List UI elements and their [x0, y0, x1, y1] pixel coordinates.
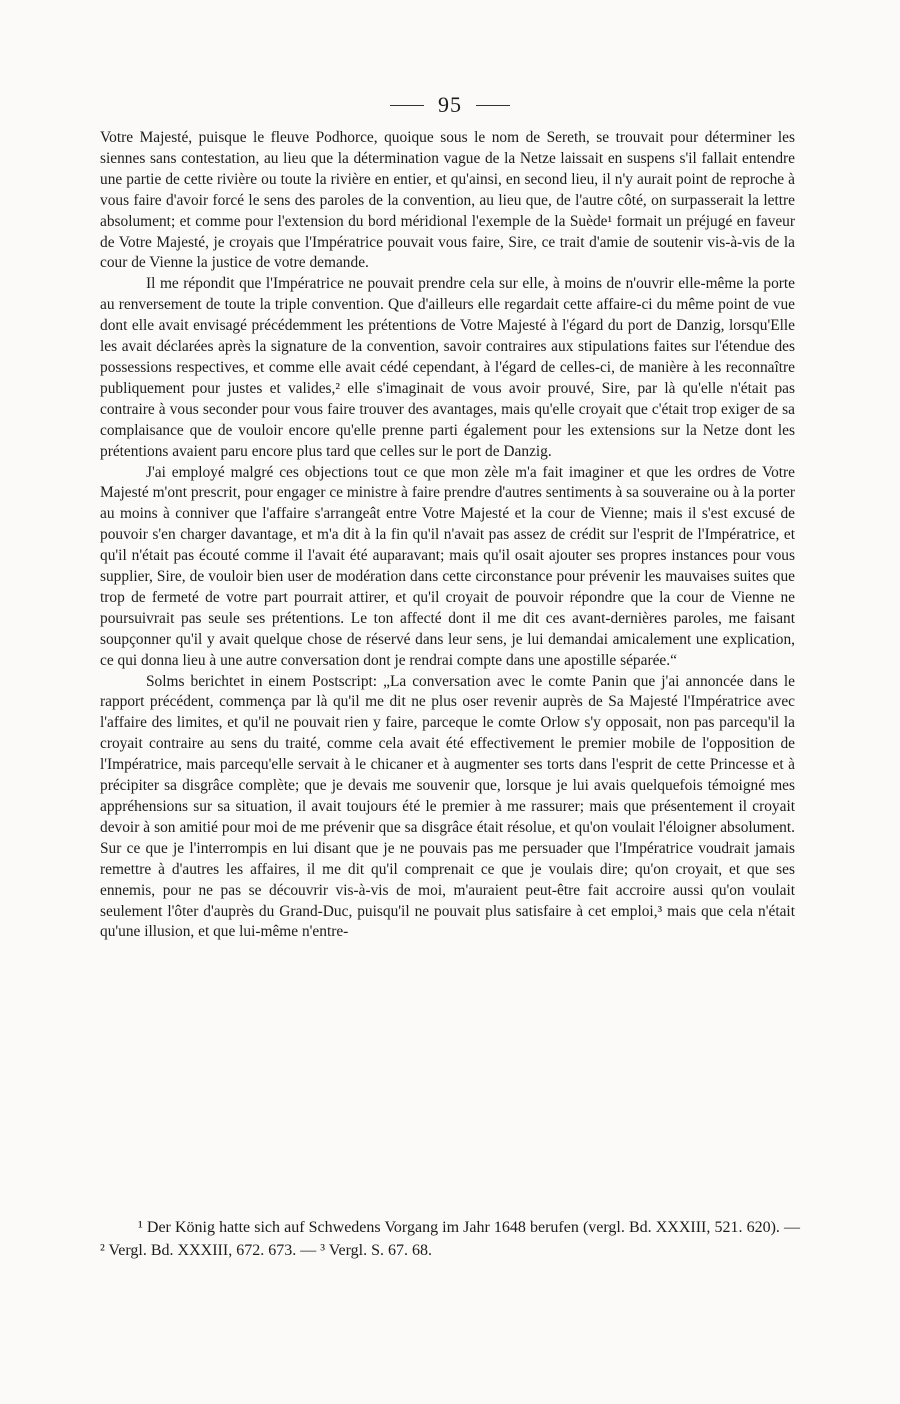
header-rule-right [476, 105, 510, 106]
paragraph-continuation: Votre Majesté, puisque le fleuve Podhorce, quoique sous le nom de Sereth, se trouvait pour déterminer les siennes sans contestation, au lieu que la détermination vague de la Netze laissait en suspens s'il fallait entendre une partie de cette rivière ou toute la rivière en entier, et qu'ainsi, en second lieu, il n'y aurait point de reproche à vous faire d'avoir forcé le sens des paroles de la convention, au lieu que, de l'autre côté, on surpasserait la lettre absolument; et comme pour l'extension du bord méridional l'exemple de la Suède¹ formait un préjugé en faveur de Votre Majesté, je croyais que l'Impératrice pouvait vous faire, Sire, ce trait d'amie de soutenir vis-à-vis de la cour de Vienne la justice de votre demande. [100, 129, 795, 272]
footnote-text: ¹ Der König hatte sich auf Schwedens Vorgang im Jahr 1648 berufen (vergl. Bd. XXXIII, 521. 620). — ² Vergl. Bd. XXXIII, 672. 673. — ³ Vergl. S. 67. 68. [100, 1219, 800, 1259]
page-header [0, 92, 900, 118]
paragraph: Il me répondit que l'Impératrice ne pouvait prendre cela sur elle, à moins de n'ouvrir elle-même la porte au renversement de toute la triple convention. Que d'ailleurs elle regardait cette affaire-ci du même point de vue dont elle avait envisagé précédemment les prétentions de Votre Majesté à l'égard du port de Danzig, lorsqu'Elle les avait déclarées après la signature de la convention, savoir contraires aux stipulations faites sur l'étendue des possessions respectives, et comme elle avait cédé cependant, à l'égard de celles-ci, de manière à les reconnaître publiquement pour justes et valides,² elle s'imaginait de vous avoir prouvé, Sire, par là qu'elle n'était pas contraire à vous seconder pour vous faire trouver des avantages, mais qu'elle croyait que c'était trop exiger de sa complaisance que de vouloir encore qu'elle prenne parti également pour les extensions sur la Netze dont les prétentions avaient paru encore plus tard que celles sur le port de Danzig. [100, 275, 795, 460]
main-text [100, 128, 795, 943]
paragraph: Solms berichtet in einem Postscript: „La conversation avec le comte Panin que j'ai annoncée dans le rapport précédent, commença par là qu'il me dit ne plus oser revenir auprès de Sa Majesté l'Impératrice avec l'affaire des limites, et qu'il ne pouvait rien y faire, parceque le comte Orlow s'y opposait, non pas parcequ'il la croyait contraire au sens du traité, comme cela avait été effectivement le premier mobile de l'opposition de l'Impératrice, mais parcequ'elle servait à le chicaner et à augmenter ses torts dans l'esprit de cette Princesse et à précipiter sa disgrâce complète; que je devais me souvenir que, lorsque je lui avais quelquefois témoigné mes appréhensions sur sa situation, il avait toujours été le premier à me rassurer; mais que présentement il croyait devoir à son amitié pour moi de me prévenir que sa disgrâce était résolue, et qu'on voulait l'éloigner absolument. Sur ce que je l'interrompis en lui disant que je ne pouvais pas me persuader que l'Impératrice voudrait jamais remettre à d'autres les affaires, il me dit qu'il comprenait ce que je voulais dire; qu'on croyait, et que ses ennemis, pour ne pas se découvrir vis-à-vis de moi, m'auraient peut-être fait accroire aussi qu'on voulait seulement l'ôter d'auprès du Grand-Duc, puisqu'il ne pouvait plus satisfaire à cet emploi,³ mais que cela n'était qu'une illusion, et que lui-même n'entre- [100, 672, 795, 941]
footnotes [100, 1216, 800, 1262]
paragraph: J'ai employé malgré ces objections tout ce que mon zèle m'a fait imaginer et que les ordres de Votre Majesté m'ont prescrit, pour engager ce ministre à faire prendre d'autres sentiments à sa souveraine ou à la porter au moins à conniver que l'affaire s'arrangeât entre Votre Majesté et la cour de Vienne; mais il s'est excusé de pouvoir s'en charger davantage, et m'a dit à la fin qu'il n'avait pas assez de crédit sur l'esprit de l'Impératrice, et qu'il n'était pas écouté comme il l'avait été auparavant; mais qu'il osait ajouter ses propres instances pour vous supplier, Sire, de vouloir bien user de modération dans cette circonstance pour prévenir les mauvaises suites que trop de fermeté de votre part pourrait attirer, et qu'il croyait de pouvoir répondre que la cour de Vienne ne poursuivrait pas seule ses prétentions. Le ton affecté dont il me dit ces avant-dernières paroles, me faisant soupçonner qu'il y avait quelque chose de réservé dans leur sens, je lui demandai amicalement une explication, ce qui donna lieu à une autre conversation dont je rendrai compte dans une apostille séparée.“ [100, 463, 795, 669]
header-rule-left [390, 105, 424, 106]
page-number: 95 [438, 92, 462, 117]
